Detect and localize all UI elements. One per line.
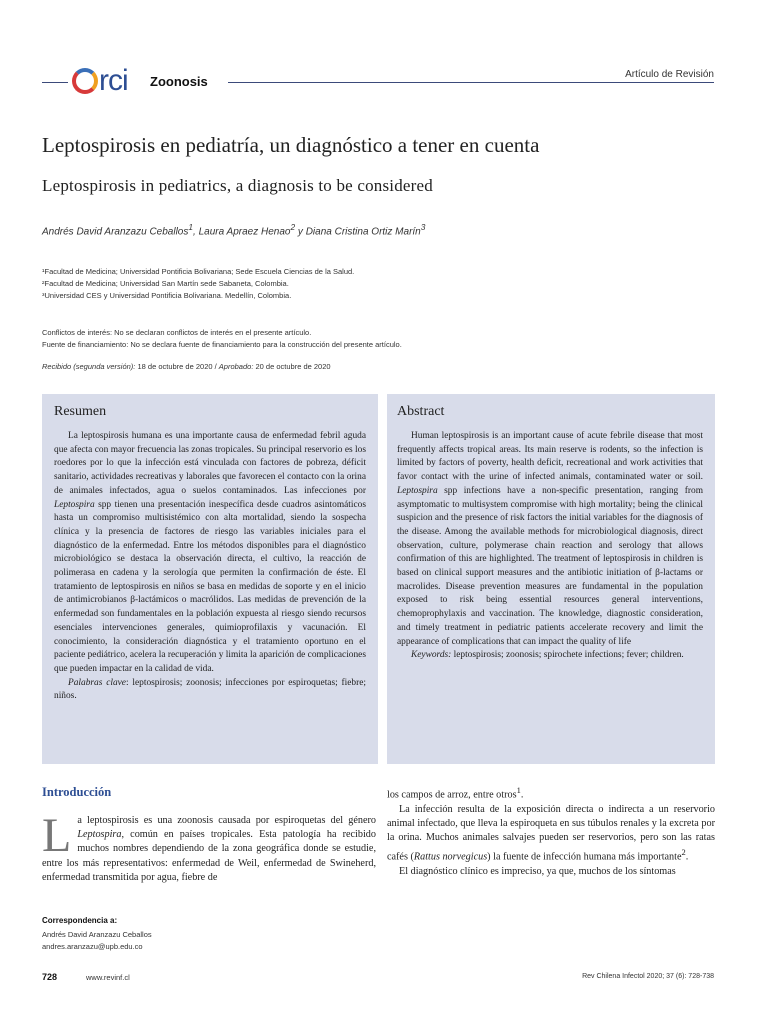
body-text: La infección resulta de la exposición directa o indirecta a un reservorio animal infectado, que lleva la espiroqueta en sus túbulos renales y la excreta por la orina. Muchos animales salvajes pueden ser reservorios, pero son las ratas cafés ( bbox=[387, 803, 715, 863]
affiliation-3: ³Universidad CES y Universidad Pontificia Bolivariana. Medellín, Colombia. bbox=[42, 291, 292, 300]
correspondence-heading: Correspondencia a: bbox=[42, 916, 118, 925]
body-column-right bbox=[387, 783, 715, 879]
abstract-heading: Abstract bbox=[397, 404, 445, 419]
species-name: Rattus norvegicus bbox=[413, 851, 488, 863]
logo-ring-icon bbox=[72, 68, 98, 94]
resumen-heading: Resumen bbox=[54, 404, 107, 419]
author-2: Laura Apraez Henao bbox=[198, 226, 291, 238]
author-3-sup: 3 bbox=[420, 222, 426, 232]
article-type: Artículo de Revisión bbox=[625, 69, 714, 80]
title-spanish: Leptospirosis en pediatría, un diagnóstico a tener en cuenta bbox=[42, 133, 540, 157]
conflicts-statement: Conflictos de interés: No se declaran conflictos de interés en el presente artículo. bbox=[42, 328, 312, 337]
resumen-box bbox=[42, 394, 378, 764]
declarations bbox=[42, 327, 402, 351]
affiliation-1: ¹Facultad de Medicina; Universidad Pontificia Bolivariana; Sede Escuela Ciencias de la Salud. bbox=[42, 267, 355, 276]
funding-statement: Fuente de financiamiento: No se declara fuente de financiamiento para la construcción del presente artículo. bbox=[42, 340, 402, 349]
body-text: los campos de arroz, entre otros bbox=[387, 789, 517, 801]
dates bbox=[42, 362, 331, 371]
abstract-keywords bbox=[397, 649, 703, 663]
authors bbox=[42, 222, 425, 237]
author-sep: y bbox=[295, 226, 306, 238]
resumen-em: Leptospira bbox=[54, 499, 95, 510]
intro-text-b: , común en países tropicales. Esta patología ha recibido muchos nombres dependiendo de la zona geográfica donde se estudie, entre los más representativos: enfermedad de Weil, enfermedad de Swineherd, enfermedad transmitida por agua, fiebre de bbox=[42, 829, 376, 883]
correspondence-name: Andrés David Aranzazu Ceballos bbox=[42, 930, 152, 939]
logo-text: rci bbox=[99, 64, 128, 97]
header-rule-left bbox=[42, 82, 68, 83]
abstract-text bbox=[397, 430, 703, 649]
abstract-keywords-label: Keywords: bbox=[411, 650, 452, 661]
abstract-text-a: Human leptospirosis is an important cause of acute febrile disease that most frequently affects tropical areas. Its main reserve is rodents, so the infection is limited by factors of poverty, health deficit, recreational and work activities that favor contact with the urine of infected animals, contaminated water or soil. bbox=[397, 431, 703, 483]
author-2-sup: 2 bbox=[290, 222, 296, 232]
citation: 2 bbox=[681, 847, 686, 858]
approved-date: 20 de octubre de 2020 bbox=[253, 362, 331, 371]
author-3: Diana Cristina Ortiz Marín bbox=[305, 226, 421, 238]
body-paragraph: La infección resulta de la exposición directa o indirecta a un reservorio animal infectado, que lleva la espiroqueta en sus túbulos renales y la excreta por la orina. Muchos animales salvajes pueden ser reservorios, pero son las ratas cafés (Rattus norvegicus) la fuente de infección humana más importante$^2$. bbox=[387, 803, 715, 863]
received-label: Recibido (segunda versión): bbox=[42, 362, 136, 371]
citation: 1 bbox=[516, 785, 521, 795]
body-column-left bbox=[42, 809, 376, 885]
resumen-keywords bbox=[54, 677, 366, 704]
section-name: Zoonosis bbox=[150, 74, 208, 89]
abstract-text-b: spp infections have a non-specific presentation, ranging from asymptomatic to multisystem compromise with high mortality; being the clinical suspicion and the presence of risk factors the initial variables for the diagnosis of the disease. Among the available methods for microbiological diagnosis, direct observation, culture, polymerase chain reaction and serology that allows confirmation of this are highlighted. The treatment of leptospirosis in children is based on clinical support measures and the antibiotic initiation of β-lactams or macrolides. Disease prevention measures are fundamental in the population exposed to risk being essential resources general interventions, chemoprophylaxis and vaccination. The knowledge, diagnostic consideration, and timely treatment in pediatric patients accelerate recovery and limit the appearance of complications that can impact the quality of life bbox=[397, 485, 703, 647]
affiliation-2: ²Facultad de Medicina; Universidad San Martín sede Sabaneta, Colombia. bbox=[42, 279, 289, 288]
resumen-text-b: spp tienen una presentación inespecífica desde cuadros asintomáticos hasta un compromiso multisistémico con alta mortalidad, siendo la sospecha clínica y la presencia de factores de riesgo las variables iniciales para el diagnóstico de la enfermedad. Entre los métodos disponibles para el diagnóstico microbiológico se destaca la observación directa, el cultivo, la reacción de polimerasa en cadena y la serología que permiten la confirmación de éste. El tratamiento de leptospirosis en niños se basa en medidas de soporte y en el inicio de antimicrobianos β-lactámicos o macrólidos. Las medidas de prevención de la enfermedad son fundamentales en la población expuesta al riesgo siendo recursos esenciales intervenciones generales, quimioprofilaxis y vacunación. El conocimiento, la consideración diagnóstica y el tratamiento oportuno en el paciente pediátrico, acelera la recuperación y limita la aparición de complicaciones que pueden impactar en la calidad de vida. bbox=[54, 499, 366, 674]
journal-reference: Rev Chilena Infectol 2020; 37 (6): 728-738 bbox=[582, 973, 714, 980]
received-date: 18 de octubre de 2020 / bbox=[135, 362, 219, 371]
body-text: ) la fuente de infección humana más importante bbox=[487, 851, 682, 863]
title-english: Leptospirosis in pediatrics, a diagnosis to be considered bbox=[42, 176, 433, 195]
intro-em: Leptospira bbox=[77, 829, 122, 841]
correspondence-email[interactable]: andres.aranzazu@upb.edu.co bbox=[42, 942, 143, 951]
author-sep: , bbox=[193, 226, 199, 238]
intro-heading: Introducción bbox=[42, 785, 112, 799]
author-1: Andrés David Aranzazu Ceballos bbox=[42, 226, 189, 238]
intro-text-a: a leptospirosis es una zoonosis causada por espiroquetas del género bbox=[77, 815, 376, 826]
abstract-keywords-list: leptospirosis; zoonosis; spirochete infections; fever; children. bbox=[451, 650, 684, 661]
page-number: 728 bbox=[42, 972, 58, 982]
header-rule-right bbox=[228, 82, 714, 83]
resumen-text bbox=[54, 430, 366, 677]
abstract-em: Leptospira bbox=[397, 485, 438, 496]
correspondence bbox=[42, 929, 152, 953]
journal-logo bbox=[72, 64, 128, 98]
resumen-keywords-label: Palabras clave bbox=[68, 677, 126, 688]
resumen-keywords-list: : leptospirosis; zoonosis; infecciones por espiroquetas; fiebre; niños. bbox=[54, 677, 366, 702]
body-paragraph: los campos de arroz, entre otros$^1$. bbox=[387, 785, 524, 801]
website-link[interactable]: www.revinf.cl bbox=[86, 973, 130, 982]
body-paragraph: El diagnóstico clínico es impreciso, ya que, muchos de los síntomas bbox=[399, 865, 676, 877]
author-1-sup: 1 bbox=[188, 222, 194, 232]
affiliations bbox=[42, 266, 354, 302]
abstract-box bbox=[387, 394, 715, 764]
resumen-text-a: La leptospirosis humana es una importante causa de enfermedad febril aguda que afecta con mayor frecuencia las zonas tropicales. Su principal reservorio es los roedores por lo que la infección está vinculada con factores de pobreza, déficit sanitario, actividades recreativas y laborales que favorecen el contacto con la orina de animales infectados, agua o suelos contaminados. Las infecciones por bbox=[54, 431, 366, 496]
drop-cap: L bbox=[42, 809, 72, 862]
approved-label: Aprobado: bbox=[218, 362, 254, 371]
